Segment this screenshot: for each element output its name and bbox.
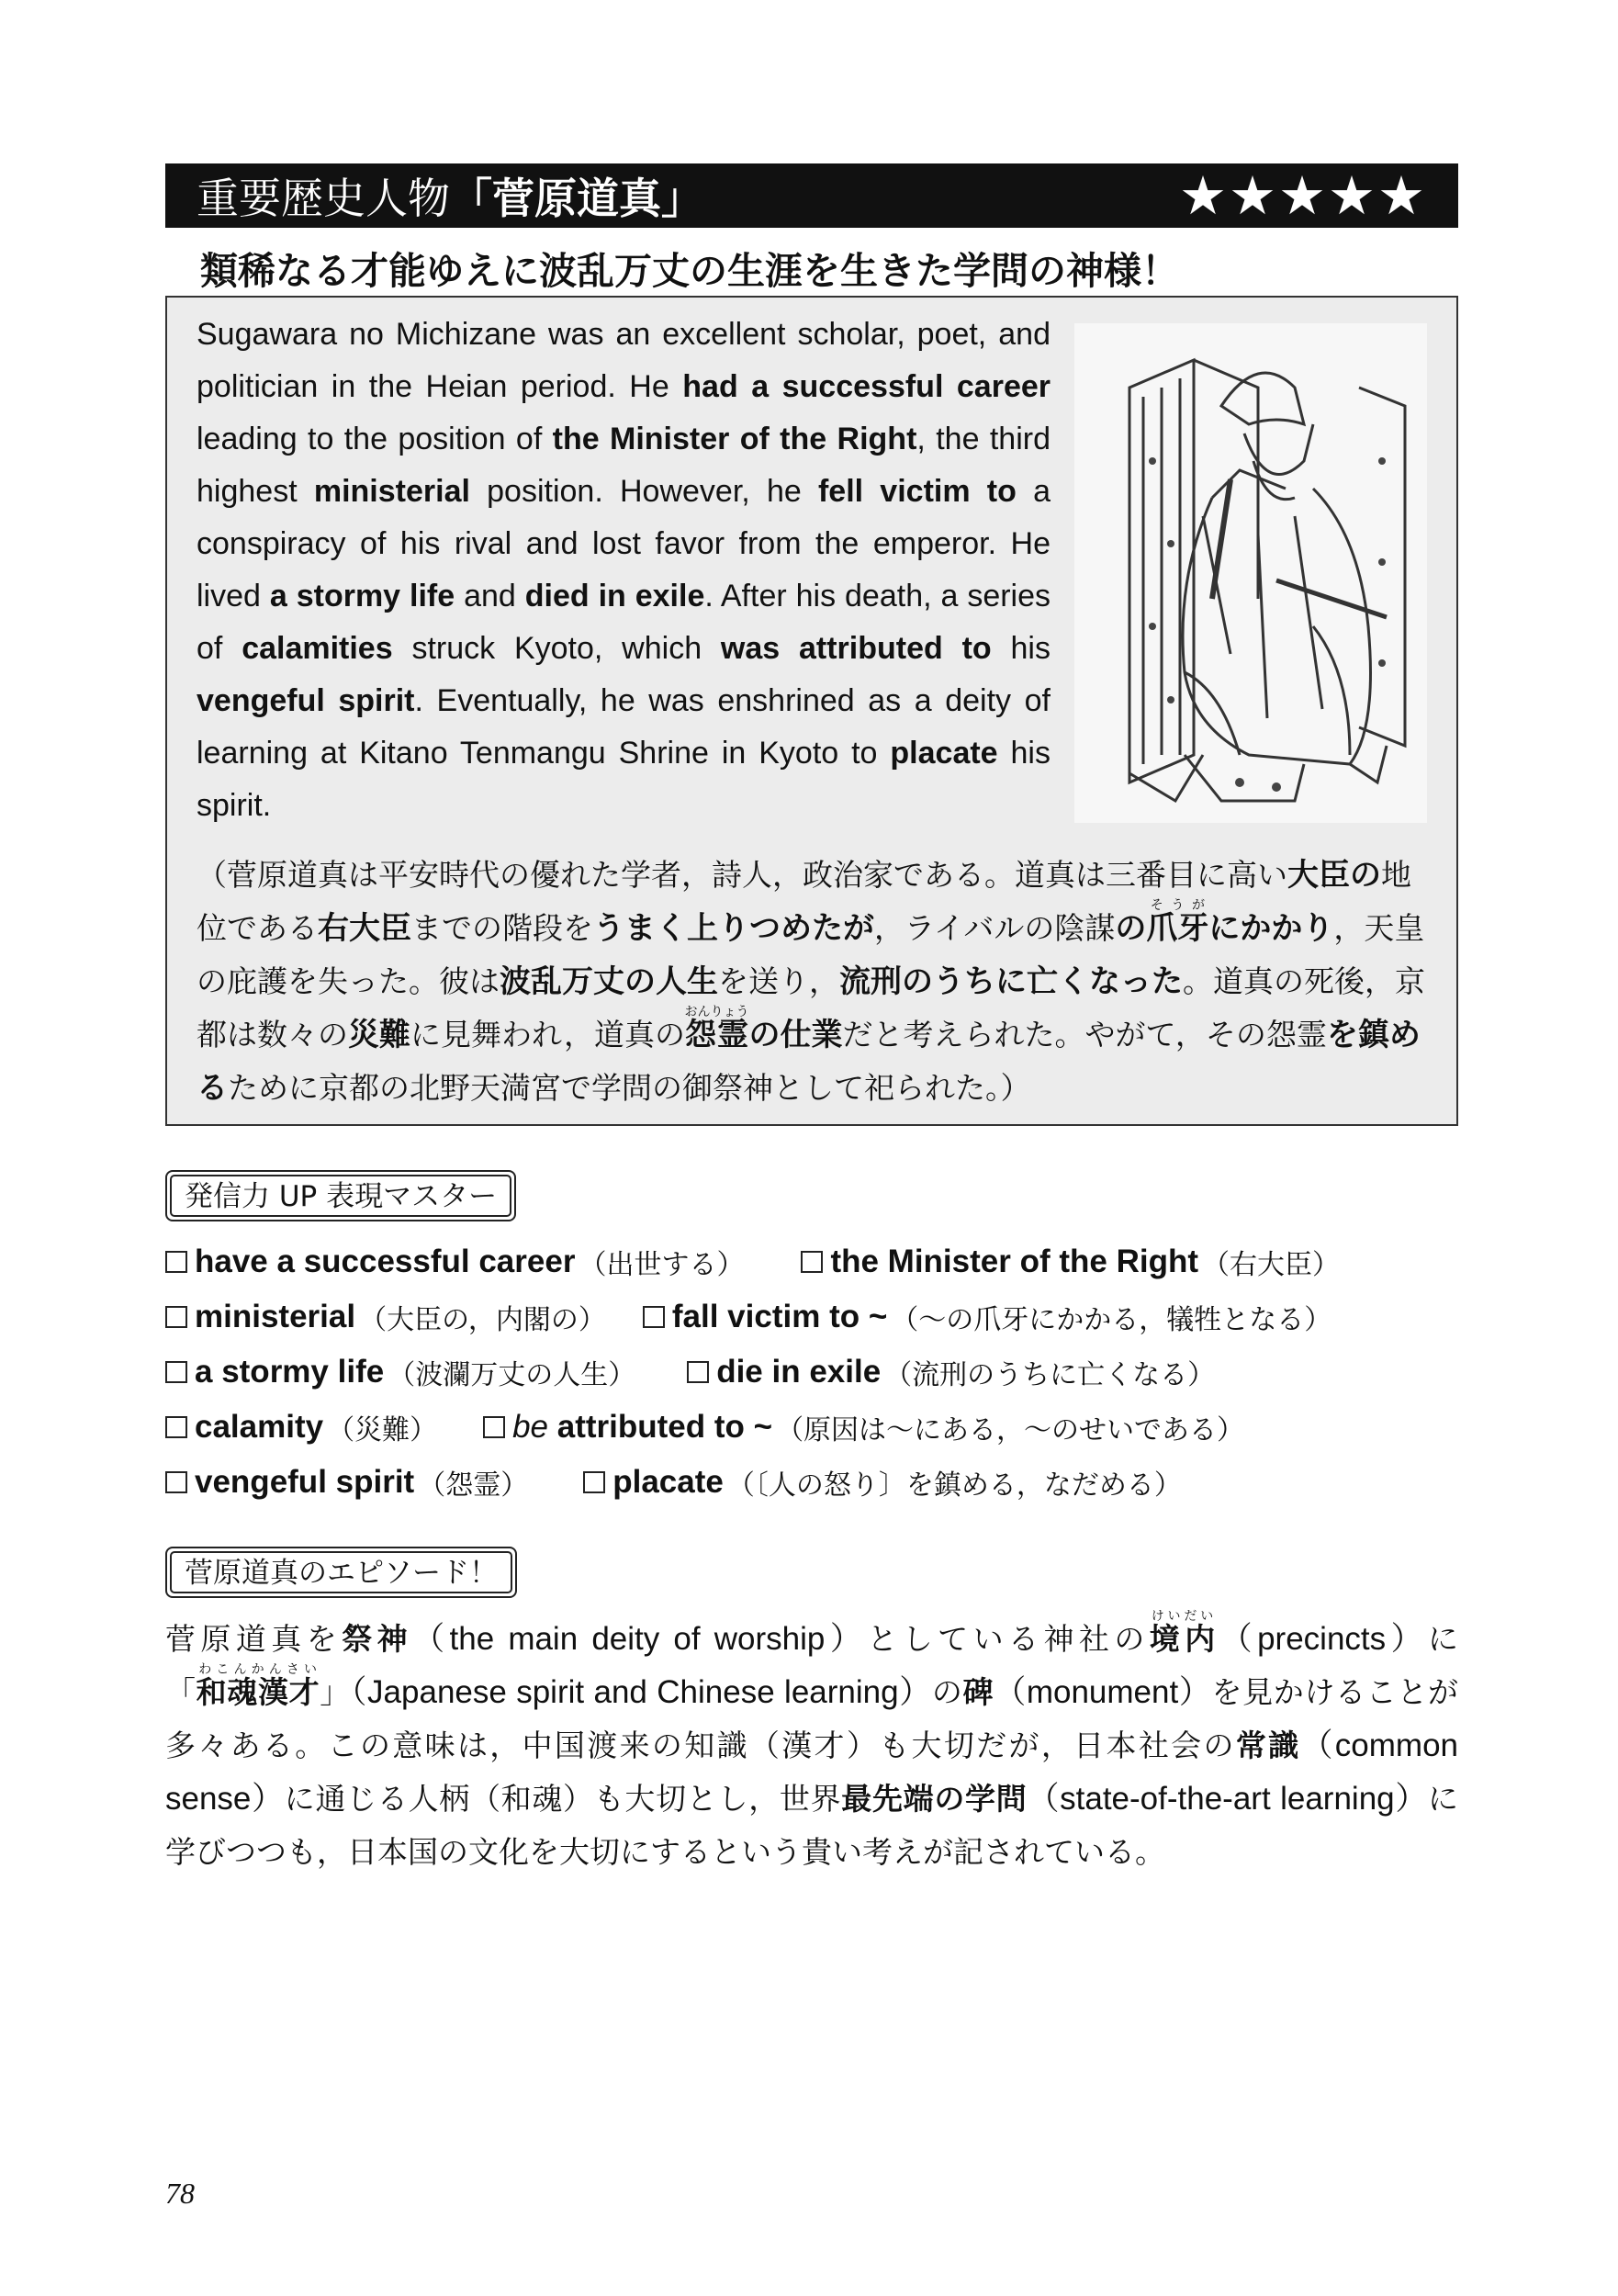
bold-phrase: うまく上りつめたが <box>593 910 874 947</box>
ruby-reading: おんりょう <box>684 1005 749 1019</box>
subtitle: 類稀なる才能ゆえに波乱万丈の生涯を生きた学問の神様！ <box>200 249 1179 293</box>
vocab-term: the Minister of the Right <box>830 1244 1198 1279</box>
english-gloss: （Japanese spirit and Chinese learning） <box>350 1674 932 1710</box>
checkbox-icon[interactable] <box>165 1471 187 1493</box>
importance-stars: ★★★★★ <box>1179 164 1427 227</box>
episode-label <box>165 1547 517 1598</box>
bold-phrase: 右大臣 <box>318 910 411 947</box>
vocab-term: a stormy life <box>195 1354 385 1390</box>
vocab-item <box>165 1297 606 1337</box>
bold-phrase: 祭神 <box>342 1621 413 1657</box>
checkbox-icon[interactable] <box>165 1306 187 1328</box>
bold-phrase: the Minister of the Right <box>552 422 917 456</box>
vocab-item <box>583 1462 1182 1503</box>
bold-phrase: fell victim to <box>817 474 1017 509</box>
episode-label-text: 菅原道真のエピソード！ <box>170 1551 512 1593</box>
title-name: 「菅原道真」 <box>450 174 703 223</box>
vocab-item <box>165 1242 744 1282</box>
bold-phrase: placate <box>890 736 998 771</box>
vocab-label-text: 発信力 UP 表現マスター <box>170 1175 511 1217</box>
vocab-gloss: （怨霊） <box>418 1469 529 1502</box>
text-run: . After his death, a series of <box>197 579 1051 666</box>
text-run: に見舞われ，道真の <box>410 1017 685 1052</box>
text-run: 」 <box>320 1674 351 1710</box>
vocab-gloss: （～の爪牙にかかる，犠牲となる） <box>891 1304 1332 1336</box>
vocab-gloss: （波瀾万丈の人生） <box>388 1359 636 1391</box>
bold-phrase: calamities <box>242 631 393 666</box>
text-run: Sugawara no Michizane was an excellent scholar, poet, and politician in the Heian period. He <box>197 317 1051 404</box>
vocab-term-italic: be <box>512 1409 549 1445</box>
vocab-term: calamity <box>195 1409 324 1445</box>
bold-phrase: 災難 <box>348 1017 410 1053</box>
passage-english <box>197 309 1051 832</box>
bold-phrase: vengeful spirit <box>197 683 415 718</box>
text-run: leading to the position of <box>197 422 553 456</box>
bold-phrase: 大臣の <box>1287 857 1381 894</box>
bold-phrase: の仕業 <box>748 1017 843 1053</box>
ruby-reading: わこんかんさい <box>196 1662 320 1677</box>
english-gloss: （precincts） <box>1219 1621 1429 1657</box>
vocab-gloss: （出世する） <box>579 1249 745 1281</box>
text-run: his <box>991 631 1051 666</box>
text-run: his spirit. <box>197 736 1051 823</box>
bold-phrase: にかかり <box>1208 910 1334 947</box>
vocab-item <box>643 1297 1331 1337</box>
vocab-term <box>512 1409 772 1446</box>
vocab-list <box>165 1234 1458 1510</box>
bold-phrase: 波乱万丈の人生 <box>500 963 718 1000</box>
bold-phrase: died in exile <box>524 579 705 613</box>
text-run: ，ライバルの陰謀 <box>874 910 1116 946</box>
vocab-term: fall victim to ~ <box>671 1299 888 1334</box>
checkbox-icon[interactable] <box>687 1361 709 1383</box>
vocab-item <box>165 1407 437 1447</box>
text-run: の <box>931 1674 963 1710</box>
bold-phrase: を鎮める <box>197 1017 1421 1107</box>
text-run: . Eventually, he was enshrined as a deity of learning at Kitano Tenmangu Shrine in Kyoto to <box>197 683 1051 771</box>
text-run: （菅原道真は平安時代の優れた学者，詩人，政治家である。道真は三番目に高い <box>197 857 1287 893</box>
ruby-text: 爪牙そうが <box>1146 898 1209 947</box>
text-run: and <box>455 579 525 613</box>
passage-box <box>165 296 1458 1126</box>
checkbox-icon[interactable] <box>583 1471 605 1493</box>
text-run: struck Kyoto, which <box>392 631 721 666</box>
vocab-item <box>483 1407 1244 1447</box>
text-run: に通じる人柄（和魂）も大切とし，世界 <box>284 1781 842 1817</box>
text-run: 地位である <box>197 857 1411 946</box>
english-gloss: （common sense） <box>165 1728 1459 1817</box>
text-run: a conspiracy of his rival and lost favor from the emperor. He lived <box>197 474 1051 613</box>
vocab-term: vengeful spirit <box>195 1464 415 1500</box>
vocab-item <box>687 1352 1215 1392</box>
english-gloss: （state-of-the-art learning） <box>1027 1781 1429 1817</box>
text-run: , the third highest <box>197 422 1051 509</box>
ruby-text: 怨霊おんりょう <box>684 1005 749 1053</box>
vocab-row <box>165 1400 1458 1455</box>
vocab-term-main: attributed to ~ <box>548 1409 773 1445</box>
bold-phrase: 碑 <box>962 1674 994 1710</box>
vocab-gloss: （災難） <box>327 1414 438 1446</box>
vocab-item <box>801 1242 1340 1282</box>
text-run: ，天皇の庇護を失った。彼は <box>197 910 1425 999</box>
checkbox-icon[interactable] <box>801 1251 823 1273</box>
vocab-term: have a successful career <box>195 1244 576 1279</box>
passage-japanese <box>197 849 1432 1115</box>
bold-phrase: の <box>1115 910 1147 947</box>
bold-phrase: 流刑のうちに亡くなった <box>839 963 1183 1000</box>
vocab-row <box>165 1455 1458 1510</box>
vocab-item <box>165 1462 528 1503</box>
vocab-label <box>165 1170 516 1221</box>
text-run: を見かけることが多々ある。この意味は，中国渡来の知識（漢才）も大切だが，日本社会の <box>165 1674 1459 1763</box>
text-run: としている神社の <box>867 1621 1150 1657</box>
bold-phrase: was attributed to <box>720 631 992 666</box>
text-run: だと考えられた。やがて，その怨霊 <box>842 1017 1327 1052</box>
checkbox-icon[interactable] <box>165 1416 187 1438</box>
english-gloss: （monument） <box>994 1674 1212 1710</box>
episode-text <box>165 1609 1458 1879</box>
vocab-term: placate <box>612 1464 724 1500</box>
bold-phrase: had a successful career <box>682 369 1051 404</box>
michizane-portrait-illustration <box>1074 323 1427 823</box>
text-run: に学びつつも，日本国の文化を大切にするという貴い考えが記されている。 <box>165 1781 1459 1870</box>
ruby-text: 境内けいだい <box>1149 1609 1220 1657</box>
vocab-gloss: （〔人の怒り〕を鎮める，なだめる） <box>726 1469 1182 1502</box>
english-gloss: （the main deity of worship） <box>412 1621 868 1657</box>
page-title <box>197 165 703 226</box>
ruby-reading: けいだい <box>1149 1609 1216 1624</box>
text-run: ために京都の北野天満宮で学問の御祭神として祀られた。） <box>228 1070 1031 1106</box>
vocab-gloss: （原因は～にある，～のせいである） <box>776 1414 1245 1446</box>
text-run: 。道真の死後，京都は数々の <box>197 963 1425 1052</box>
checkbox-icon[interactable] <box>483 1416 505 1438</box>
text-run: に「 <box>165 1621 1459 1710</box>
title-bar <box>165 163 1458 228</box>
vocab-term: die in exile <box>716 1354 882 1390</box>
vocab-gloss: （流刑のうちに亡くなる） <box>884 1359 1216 1391</box>
checkbox-icon[interactable] <box>643 1306 665 1328</box>
text-run: 菅原道真を <box>165 1621 343 1657</box>
checkbox-icon[interactable] <box>165 1251 187 1273</box>
ruby-text: 和魂漢才わこんかんさい <box>196 1662 320 1710</box>
vocab-gloss: （右大臣） <box>1202 1249 1340 1281</box>
vocab-item <box>165 1352 635 1392</box>
bold-phrase: 最先端の学問 <box>841 1781 1028 1817</box>
text-run: position. However, he <box>469 474 818 509</box>
vocab-gloss: （大臣の，内閣の） <box>359 1304 606 1336</box>
text-run: を送り， <box>718 963 839 999</box>
vocab-row <box>165 1234 1458 1289</box>
title-prefix: 重要歴史人物 <box>197 174 450 223</box>
text-run: までの階段を <box>411 910 593 946</box>
checkbox-icon[interactable] <box>165 1361 187 1383</box>
page-number: 78 <box>165 2177 195 2210</box>
bold-phrase: a stormy life <box>269 579 455 613</box>
bold-phrase: 常識 <box>1235 1728 1301 1763</box>
vocab-row <box>165 1345 1458 1400</box>
vocab-row <box>165 1289 1458 1345</box>
ruby-reading: そうが <box>1146 898 1209 913</box>
vocab-term: ministerial <box>195 1299 356 1334</box>
bold-phrase: ministerial <box>313 474 470 509</box>
